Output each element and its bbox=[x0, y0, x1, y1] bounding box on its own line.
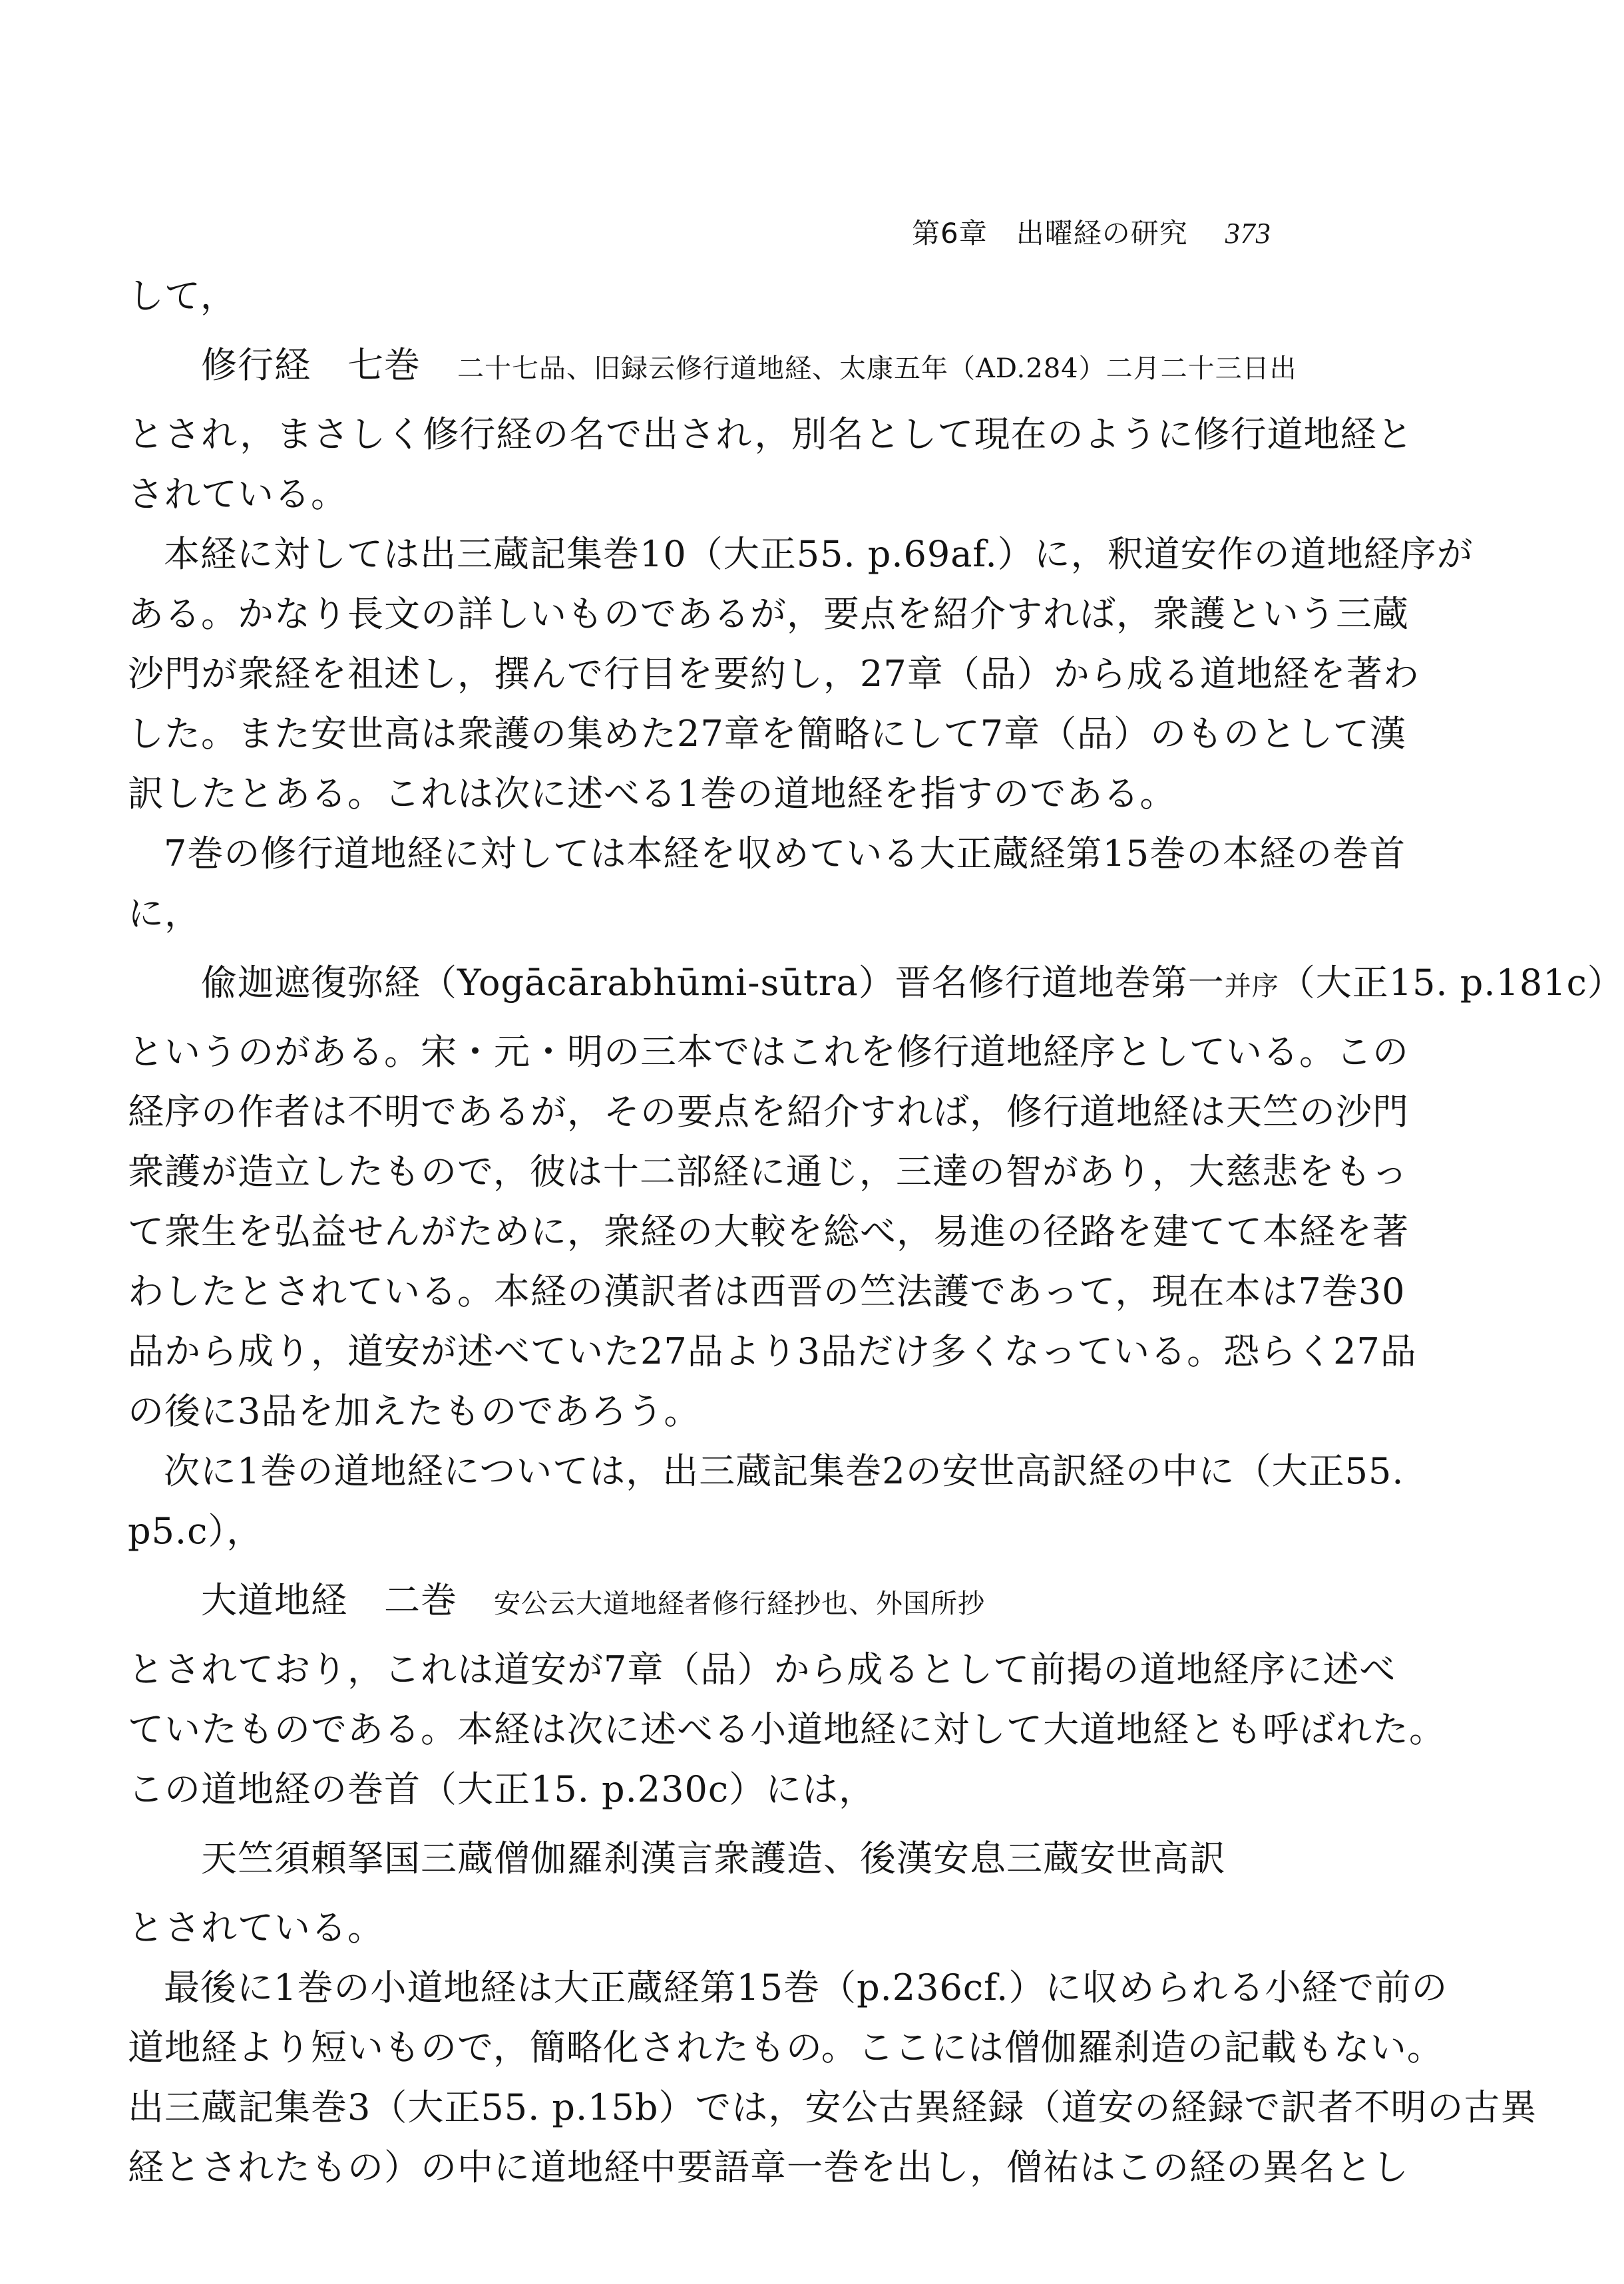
page-number: 373 bbox=[1225, 217, 1271, 250]
text-line: 経序の作者は不明であるが，その要点を紹介すれば，修行道地経は天竺の沙門 bbox=[128, 1091, 1409, 1133]
text-line: の後に3品を加えたものであろう。 bbox=[128, 1390, 701, 1432]
text-line: 訳したとある。これは次に述べる1巻の道地経を指すのである。 bbox=[128, 773, 1177, 815]
text-line: ある。かなり長文の詳しいものであるが，要点を紹介すれば，衆護という三蔵 bbox=[128, 593, 1409, 635]
text-line: て衆生を弘益せんがために，衆経の大較を総べ，易進の径路を建てて本経を著 bbox=[128, 1211, 1409, 1252]
body-text bbox=[128, 266, 1624, 2197]
text-line: して， bbox=[128, 275, 237, 317]
paragraph-first-line: 本経に対しては出三蔵記集巻10（大正55. p.69af.）に，釈道安作の道地経序が bbox=[164, 533, 1474, 575]
text-line: 出三蔵記集巻3（大正55. p.15b）では，安公古異経録（道安の経録で訳者不明の古異 bbox=[128, 2086, 1537, 2128]
citation-note: 二十七品、旧録云修行道地経、太康五年（AD.284）二月二十三日出 bbox=[457, 353, 1297, 384]
running-header bbox=[912, 212, 1285, 254]
text-line: わしたとされている。本経の漢訳者は西晋の竺法護であって，現在本は7巻30 bbox=[128, 1270, 1406, 1312]
text-line: この道地経の巻首（大正15. p.230c）には， bbox=[128, 1768, 876, 1810]
text-line: 品から成り，道安が述べていた27品より3品だけ多くなっている。恐らく27品 bbox=[128, 1330, 1417, 1372]
citation-note: 并序 bbox=[1224, 971, 1279, 1002]
chapter-title: 第6章 出曜経の研究 bbox=[912, 217, 1188, 250]
text-line: 経とされたもの）の中に道地経中要語章一巻を出し，僧祐はこの経の異名とし bbox=[128, 2146, 1409, 2188]
text-line: とされている。 bbox=[128, 1907, 384, 1949]
citation-main: 大道地経 二巻 bbox=[201, 1579, 494, 1621]
quoted-citation bbox=[128, 335, 1313, 395]
paragraph-first-line: 次に1巻の道地経については，出三蔵記集巻2の安世高訳経の中に（大正55. bbox=[164, 1450, 1404, 1492]
citation-main: 偸迦遮復弥経（Yogācārabhūmi-sūtra）晋名修行道地巻第一 bbox=[201, 962, 1225, 1004]
quoted-citation bbox=[128, 1571, 1313, 1630]
text-line: 衆護が造立したもので，彼は十二部経に通じ，三達の智があり，大慈悲をもっ bbox=[128, 1151, 1408, 1193]
text-line: に， bbox=[128, 892, 201, 934]
text-line: ていたものである。本経は次に述べる小道地経に対して大道地経とも呼ばれた。 bbox=[128, 1708, 1446, 1750]
citation-main: 天竺須頼拏国三蔵僧伽羅刹漢言衆護造、後漢安息三蔵安世高訳 bbox=[201, 1837, 1226, 1879]
citation-source: （大正15. p.181c） bbox=[1279, 962, 1624, 1004]
text-line: というのがある。宋・元・明の三本ではこれを修行道地経序としている。この bbox=[128, 1031, 1409, 1073]
text-line: とされており，これは道安が7章（品）から成るとして前掲の道地経序に述べ bbox=[128, 1648, 1396, 1690]
text-line: 道地経より短いもので，簡略化されたもの。ここには僧伽羅刹造の記載もない。 bbox=[128, 2026, 1444, 2068]
text-line: p5.c）， bbox=[128, 1510, 264, 1552]
text-line: されている。 bbox=[128, 473, 347, 515]
paragraph-first-line: 7巻の修行道地経に対しては本経を収めている大正蔵経第15巻の本経の巻首 bbox=[164, 833, 1406, 874]
quoted-citation bbox=[128, 953, 1624, 1013]
text-line: した。また安世高は衆護の集めた27章を簡略にして7章（品）のものとして漢 bbox=[128, 713, 1407, 755]
text-line: とされ，まさしく修行経の名で出され，別名として現在のように修行道地経と bbox=[128, 413, 1414, 455]
quoted-citation bbox=[128, 1829, 1313, 1889]
citation-note: 安公云大道地経者修行経抄也、外国所抄 bbox=[494, 1589, 985, 1619]
text-line: 沙門が衆経を祖述し，撰んで行目を要約し，27章（品）から成る道地経を著わ bbox=[128, 653, 1420, 695]
paragraph-first-line: 最後に1巻の小道地経は大正蔵経第15巻（p.236cf.）に収められる小経で前の bbox=[164, 1967, 1448, 2008]
citation-main: 修行経 七巻 bbox=[201, 344, 457, 386]
